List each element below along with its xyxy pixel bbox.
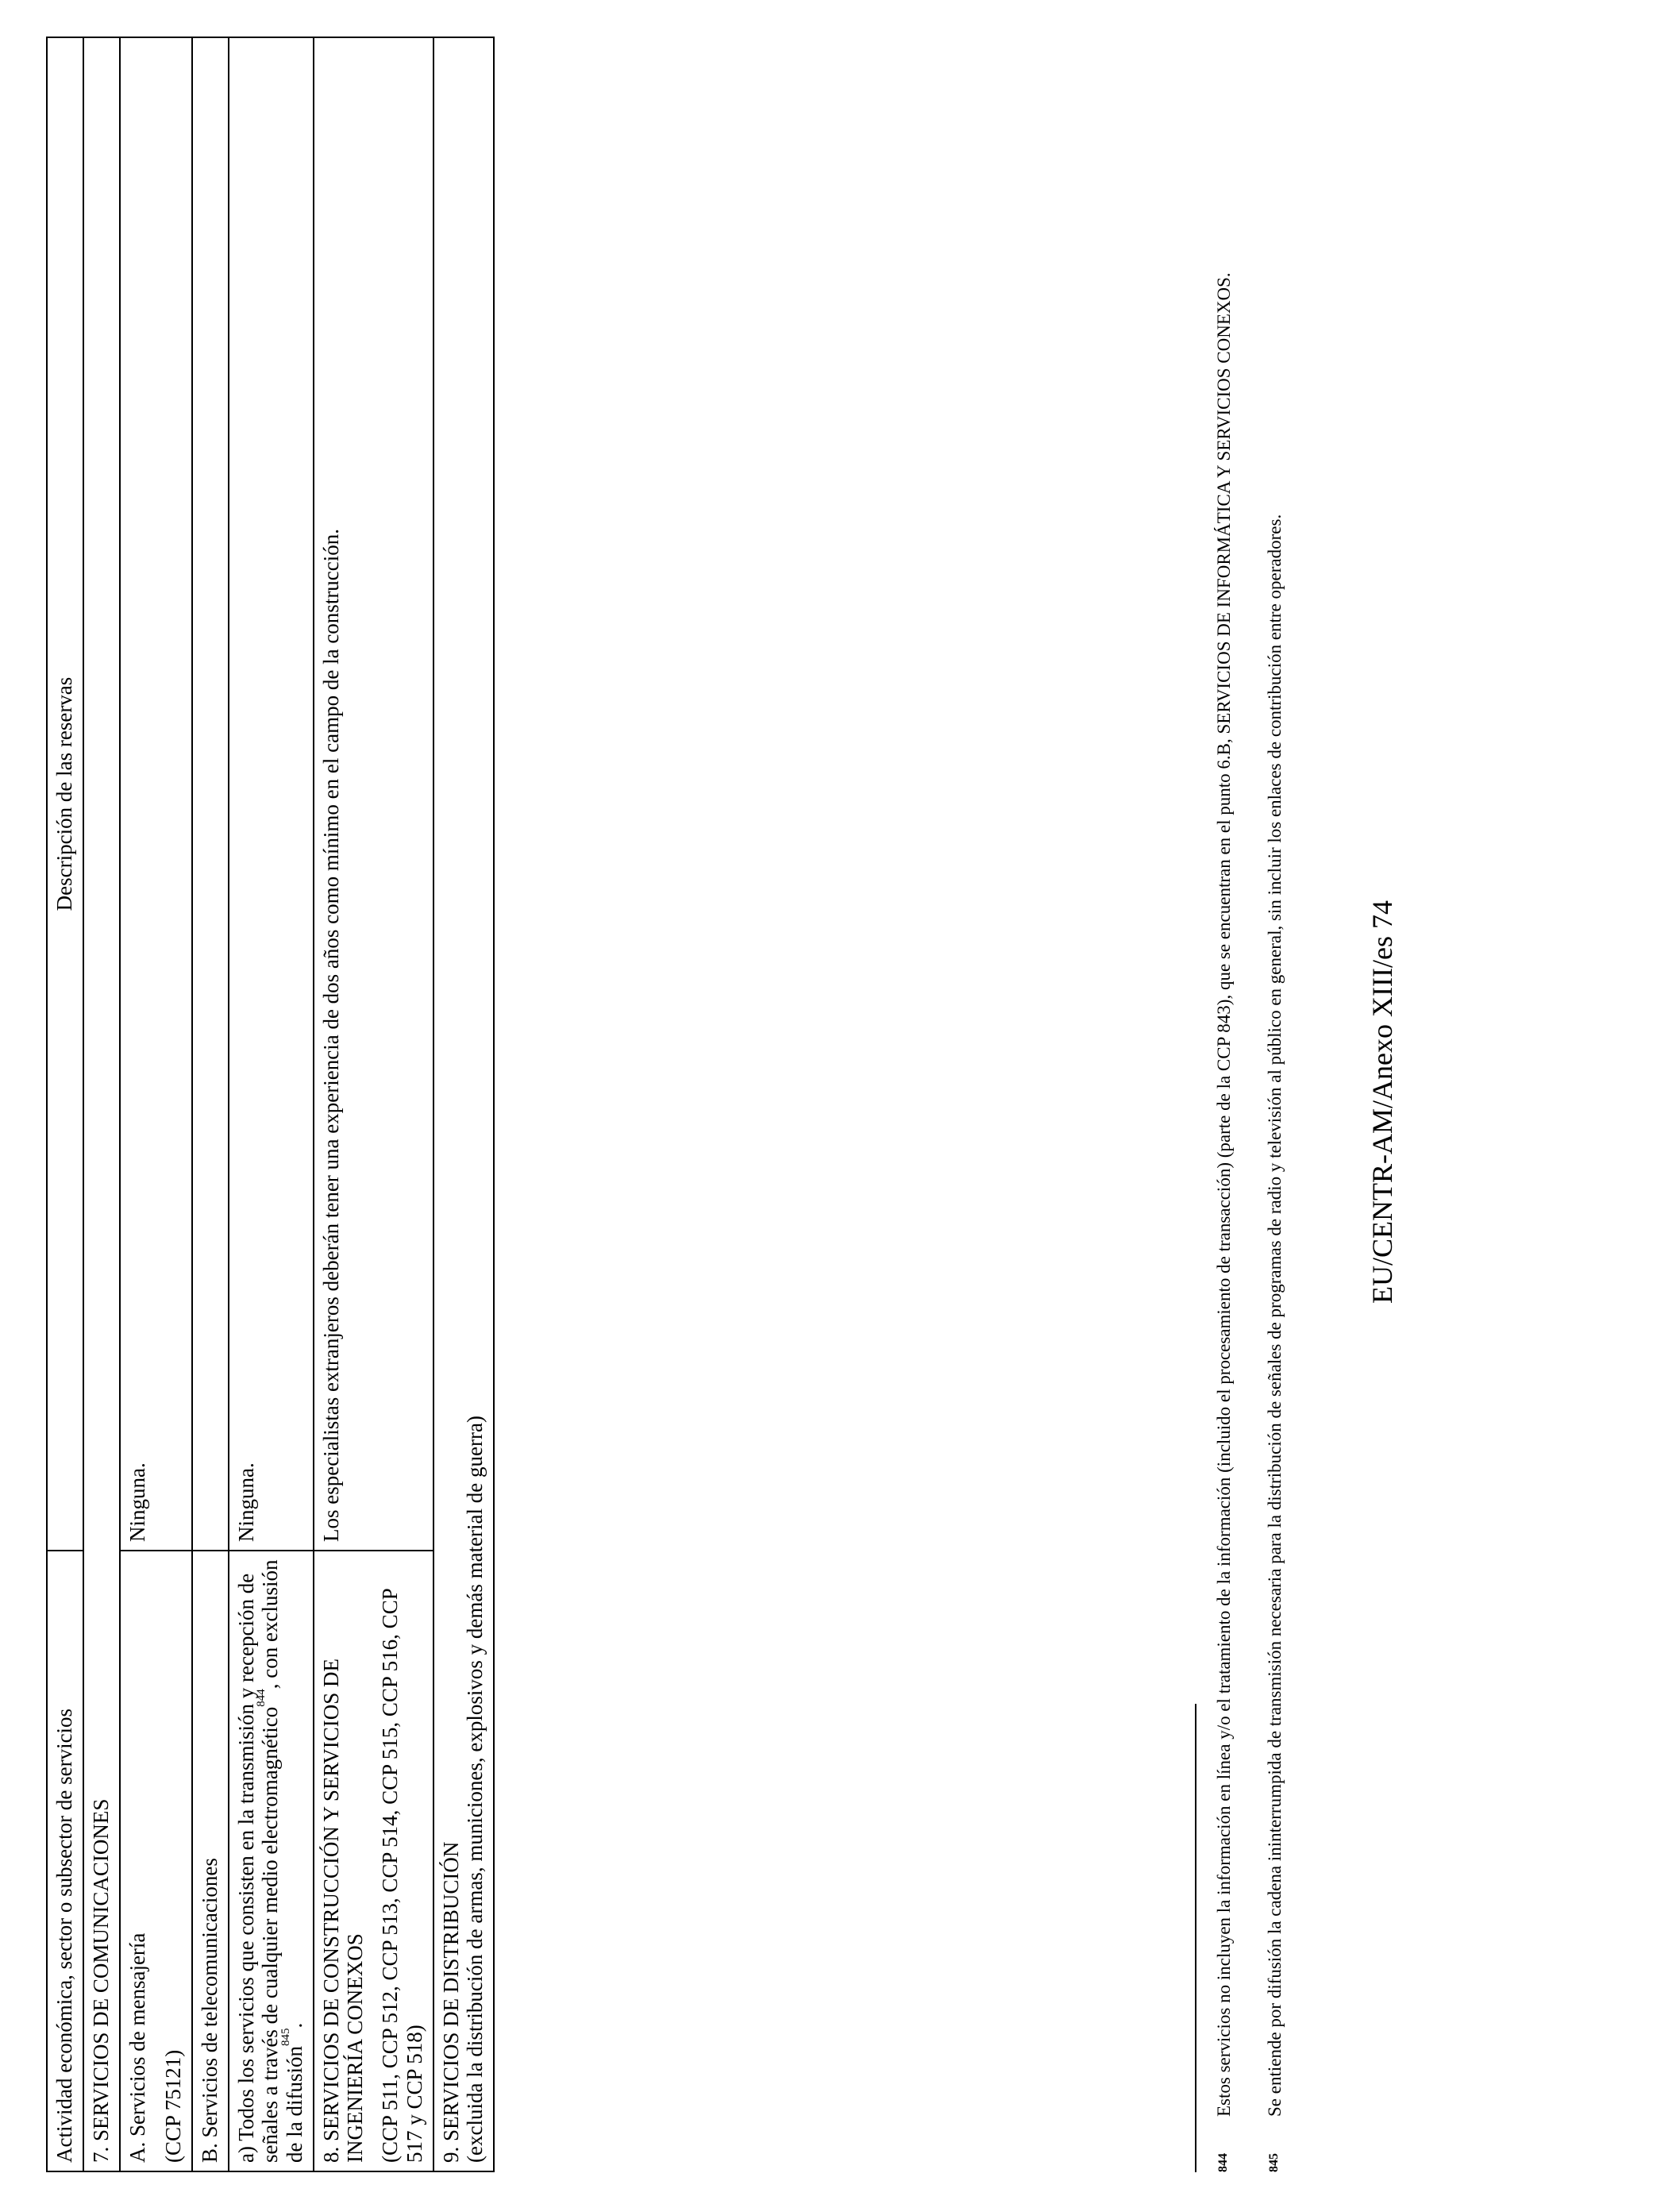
footnote-845 [1266, 37, 1285, 2172]
row-a-reserve: Ninguna. [120, 37, 191, 1551]
row-b-a-activity [229, 1551, 314, 2171]
table-row [83, 37, 120, 2171]
section-9-title: 9. SERVICIOS DE DISTRIBUCIÓN [438, 1841, 463, 2163]
footnote-ref-844[interactable]: 844 [255, 1689, 268, 1707]
section-8-activity [314, 1551, 433, 2171]
section-7-title: 7. SERVICIOS DE COMUNICACIONES [83, 37, 120, 2171]
section-9 [433, 37, 494, 2171]
section-8-codes: (CCP 511, CCP 512, CCP 513, CCP 514, CCP 515, CCP 516, CCP 517 y CCP 518) [378, 1589, 426, 2163]
footnote-number: 844 [1216, 2153, 1230, 2172]
section-9-note: (excluida la distribución de armas, municiones, explosivos y demás material de guerra) [463, 1416, 487, 2163]
table-row [433, 37, 494, 2171]
reservations-table [46, 37, 495, 2172]
footnote-text: Se entiende por difusión la cadena ininterrumpida de transmisión necesaria para la distribución de señales de programas de radio y televisión al público en general, sin incluir los enlaces de contribución entre operadores. [1265, 514, 1285, 2117]
footnote-separator [1195, 1704, 1196, 2172]
row-b-a-text-end: . [282, 2022, 306, 2029]
section-8-reserve: Los especialistas extranjeros deberán tener una experiencia de dos años como mínimo en el campo de la construcción. [314, 37, 433, 1551]
footnote-number: 845 [1267, 2153, 1281, 2172]
row-a-activity [120, 1551, 191, 2171]
footnote-text: Estos servicios no incluyen la información en línea y/o el tratamiento de la información (incluido el procesamiento de transacción) (parte de la CCP 843), que se encuentran en el punto 6.B, SERVICIOS DE INFORMÁTICA Y SERVICIOS CONEXOS. [1214, 272, 1234, 2117]
row-a-code: (CCP 75121) [160, 2049, 185, 2163]
header-activity: Actividad económica, sector o subsector de servicios [47, 1551, 83, 2171]
table-row [314, 37, 433, 2171]
row-b-a-text-2: , con exclusión de la difusión [258, 1559, 306, 2163]
section-8-title: 8. SERVICIOS DE CONSTRUCCIÓN Y SERVICIOS DE INGENIERÍA CONEXOS [318, 1659, 368, 2163]
page-identifier: EU/CENTR-AM/Anexo XIII/es 74 [1366, 900, 1398, 1304]
row-b-empty [192, 37, 229, 1551]
row-b-a-text: a) Todos los servicios que consisten en la transmisión y recepción de señales a través de cualquier medio electromagnético [234, 1573, 283, 2163]
table-header-row [47, 37, 83, 2171]
footnote-844 [1215, 37, 1235, 2172]
row-b-title: B. Servicios de telecomunicaciones [192, 1551, 229, 2171]
row-a-title: A. Servicios de mensajería [125, 1932, 150, 2163]
table-row [120, 37, 191, 2171]
table-row [229, 37, 314, 2171]
footnote-ref-845[interactable]: 845 [279, 2028, 292, 2047]
header-reserves: Descripción de las reservas [47, 37, 83, 1551]
table-row [192, 37, 229, 2171]
row-b-a-reserve: Ninguna. [229, 37, 314, 1551]
